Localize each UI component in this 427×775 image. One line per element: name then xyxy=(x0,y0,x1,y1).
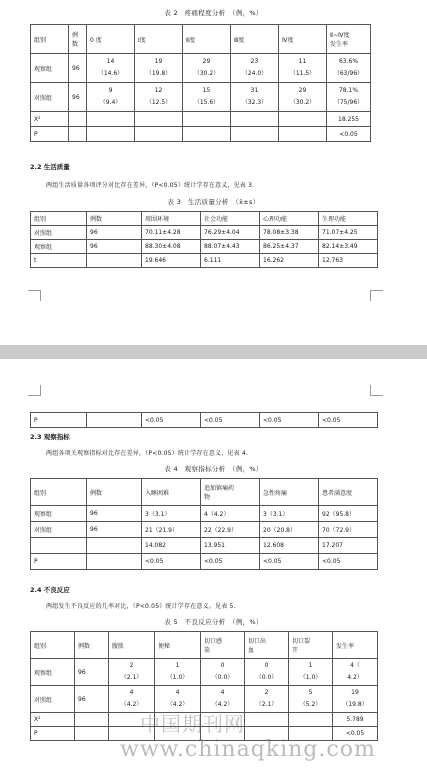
row-group-label: 观察组 xyxy=(31,54,69,83)
margin-corner-left xyxy=(28,290,41,301)
row-group-label: X² xyxy=(31,713,75,727)
column-header: 0 度 xyxy=(87,25,135,54)
row-count xyxy=(69,127,87,142)
table-row xyxy=(31,226,378,240)
table-cell: 82.14±3.49 xyxy=(319,240,378,254)
table-row xyxy=(31,522,378,538)
table-cell: 70.11±4.28 xyxy=(142,226,201,240)
table-cell: 6.111 xyxy=(201,254,260,268)
table4-carry-row xyxy=(30,412,378,428)
table-cell: 88.07±4.43 xyxy=(201,240,260,254)
table-row xyxy=(31,54,371,83)
row-group-label: 对照组 xyxy=(31,686,75,713)
table-cell xyxy=(87,538,142,554)
table-cell: 96 xyxy=(87,506,142,522)
column-header: 入睡困难 xyxy=(142,479,201,506)
table-cell xyxy=(183,112,231,127)
column-header: 腹胀 xyxy=(109,632,155,659)
row-count xyxy=(75,727,109,741)
table-cell: 96 xyxy=(87,226,142,240)
table-cell: 12.763 xyxy=(319,254,378,268)
table-cell: 9 （9.4） xyxy=(87,83,135,112)
column-header: 组别 xyxy=(31,25,69,54)
table-cell xyxy=(87,413,142,428)
column-header: 例 数 xyxy=(69,25,87,54)
column-header: Ⅱ度 xyxy=(183,25,231,54)
row-group-label: P xyxy=(31,127,69,142)
table-cell: 观察组 xyxy=(31,240,87,254)
table-cell: <0.05 xyxy=(319,413,378,428)
table-cell xyxy=(279,112,327,127)
table-cell: 19.646 xyxy=(142,254,201,268)
table-cell: 22（22.9） xyxy=(201,522,260,538)
table-cell: 12.608 xyxy=(260,538,319,554)
column-header: 心理功能 xyxy=(260,212,319,226)
table-cell: 12 （12.5） xyxy=(135,83,183,112)
table-cell: 3（3.1） xyxy=(260,506,319,522)
table-cell: 观察组 xyxy=(31,506,87,522)
table-cell: 96 xyxy=(87,522,142,538)
table-cell: 4 （4.2） xyxy=(109,686,155,713)
table-cell: 88.30±4.08 xyxy=(142,240,201,254)
table-cell: 29 （30.2） xyxy=(183,54,231,83)
table-cell: <0.05 xyxy=(142,413,201,428)
table-cell: 18.255 xyxy=(327,112,371,127)
table-cell: 63.6% （63/96） xyxy=(327,54,371,83)
table-cell: 0 （0.0） xyxy=(245,659,289,686)
table-cell: 29 （30.2） xyxy=(279,83,327,112)
row-count: 96 xyxy=(75,686,109,713)
row-group-label: 对照组 xyxy=(31,83,69,112)
table-cell: 4（ 4.2） xyxy=(333,659,378,686)
column-header: 发生率 xyxy=(333,632,378,659)
watermark-url: www.chinaqking.com xyxy=(120,737,376,762)
table-cell: 16.262 xyxy=(260,254,319,268)
table4-caption: 表 4 观察指标分析 （例，%） xyxy=(164,465,263,473)
table-cell: 14 （14.6） xyxy=(87,54,135,83)
column-header: 切口裂 开 xyxy=(289,632,333,659)
table-row xyxy=(31,254,378,268)
table-cell: 21（21.9） xyxy=(142,522,201,538)
table-cell: 78.1% （75/96） xyxy=(327,83,371,112)
table-cell: 4（4.2） xyxy=(201,506,260,522)
table-cell: 19 （19.8） xyxy=(333,686,378,713)
margin-corner-right-bottom xyxy=(370,385,383,396)
table-cell xyxy=(87,127,135,142)
row-group-label: X² xyxy=(31,112,69,127)
table-cell: 对照组 xyxy=(31,522,87,538)
table2-caption: 表 2 疼痛程度分析 （例，%） xyxy=(164,9,263,17)
column-header: Ⅰ度 xyxy=(135,25,183,54)
table-cell: 对照组 xyxy=(31,226,87,240)
margin-corner-left-bottom xyxy=(28,385,41,396)
table-cell xyxy=(245,713,289,727)
table-cell: 11 （11.5） xyxy=(279,54,327,83)
column-header: 组别 xyxy=(31,632,75,659)
column-header: 便秘 xyxy=(155,632,201,659)
row-count: 96 xyxy=(69,54,87,83)
table-row xyxy=(31,413,378,428)
table-cell: 76.29±4.04 xyxy=(201,226,260,240)
document-page-bottom xyxy=(0,385,427,775)
table-cell: 2 （2.1） xyxy=(109,659,155,686)
table4 xyxy=(30,478,378,570)
column-header: 患者满意度 xyxy=(319,479,378,506)
table-cell: 15 （15.6） xyxy=(183,83,231,112)
table-cell xyxy=(87,554,142,570)
column-header: 切口感 染 xyxy=(201,632,245,659)
table-cell: 5 （5.2） xyxy=(289,686,333,713)
table-row xyxy=(31,83,371,112)
table-cell xyxy=(87,254,142,268)
table-cell: 31 （32.3） xyxy=(231,83,279,112)
table-cell: 3（3.1） xyxy=(142,506,201,522)
column-header: 生理功能 xyxy=(319,212,378,226)
column-header: 例数 xyxy=(87,479,142,506)
table-cell: 1 （1.0） xyxy=(289,659,333,686)
row-count: 96 xyxy=(69,83,87,112)
table-row xyxy=(31,112,371,127)
section-2-4-text: 两组发生不良反应的几率对比，（P<0.05）统计学存在意义。见表 5. xyxy=(46,603,236,610)
table-cell: P xyxy=(31,554,87,570)
table-cell xyxy=(279,127,327,142)
table-cell: 1 （1.0） xyxy=(155,659,201,686)
table-cell: P xyxy=(31,413,87,428)
table-cell: 19 （19.8） xyxy=(135,54,183,83)
column-header: Ⅳ度 xyxy=(279,25,327,54)
table-cell: <0.05 xyxy=(260,413,319,428)
table-cell xyxy=(183,127,231,142)
table-cell: <0.05 xyxy=(333,727,378,741)
column-header: 周围环境 xyxy=(142,212,201,226)
table-cell xyxy=(231,112,279,127)
table-row xyxy=(31,240,378,254)
section-2-2-text: 两组生活质量各项评分对比存在差异，（P<0.05）统计学存在意义，见表 3. xyxy=(46,182,255,189)
column-header: Ⅲ度 xyxy=(231,25,279,54)
table-cell: 20（20.8） xyxy=(260,522,319,538)
table-header-row xyxy=(31,632,378,659)
table3-caption: 表 3 生活质量分析 （x̄±s） xyxy=(167,198,260,206)
table-cell: 4 （4.2） xyxy=(155,686,201,713)
column-header: 追加镇痛药 物 xyxy=(201,479,260,506)
column-header: 组别 xyxy=(31,479,87,506)
table-cell xyxy=(87,112,135,127)
table-cell: 96 xyxy=(87,240,142,254)
section-2-2-heading: 2.2 生活质量 xyxy=(30,163,70,171)
row-count xyxy=(75,713,109,727)
table-row xyxy=(31,506,378,522)
table-cell: 2 （2.1） xyxy=(245,686,289,713)
row-count: 96 xyxy=(75,659,109,686)
column-header: 组别 xyxy=(31,212,87,226)
section-2-3-text: 两组各项关观察指标对比存在差异，（P<0.05）统计学存在意义，见表 4. xyxy=(46,450,249,457)
row-group-label: P xyxy=(31,727,75,741)
row-count xyxy=(69,112,87,127)
section-2-3-heading: 2.3 观察指标 xyxy=(30,433,70,441)
table-cell: <0.05 xyxy=(327,127,371,142)
table-cell: 23 （24.0） xyxy=(231,54,279,83)
table-header-row xyxy=(31,25,371,54)
table-cell: 92（95.8） xyxy=(319,506,378,522)
table-cell: 70（72.9） xyxy=(319,522,378,538)
table-cell: 13.951 xyxy=(201,538,260,554)
table-cell: t xyxy=(31,254,87,268)
table5-caption: 表 5 不良反应分析 （例，%） xyxy=(164,618,263,626)
table-cell xyxy=(289,713,333,727)
column-header: 急性疼痛 xyxy=(260,479,319,506)
table-cell: 71.07±4.25 xyxy=(319,226,378,240)
table-cell: 4 （4.2） xyxy=(201,686,245,713)
table-cell: <0.05 xyxy=(201,554,260,570)
table-row xyxy=(31,127,371,142)
watermark-cn: 中国期刊网 xyxy=(140,712,245,736)
table-cell: <0.05 xyxy=(260,554,319,570)
column-header: 例数 xyxy=(87,212,142,226)
table-cell xyxy=(231,127,279,142)
table-cell xyxy=(135,112,183,127)
column-header: Ⅱ~Ⅳ度 发生率 xyxy=(327,25,371,54)
table-cell: <0.05 xyxy=(201,413,260,428)
section-2-4-heading: 2.4 不良反应 xyxy=(30,586,70,594)
table-cell: 78.08±3.38 xyxy=(260,226,319,240)
column-header: 社会功能 xyxy=(201,212,260,226)
table-cell: 5.789 xyxy=(333,713,378,727)
table-row xyxy=(31,659,378,686)
table-header-row xyxy=(31,212,378,226)
table-cell: <0.05 xyxy=(142,554,201,570)
table-cell: 0 （0.0） xyxy=(201,659,245,686)
table3 xyxy=(30,211,378,268)
margin-corner-right xyxy=(370,290,383,301)
table-row xyxy=(31,538,378,554)
table-cell: 86.25±4.37 xyxy=(260,240,319,254)
table-cell: <0.05 xyxy=(319,554,378,570)
table-cell xyxy=(135,127,183,142)
document-page-top xyxy=(0,0,427,310)
table-cell xyxy=(31,538,87,554)
table-cell: 14.082 xyxy=(142,538,201,554)
row-group-label: 观察组 xyxy=(31,659,75,686)
table-header-row xyxy=(31,479,378,506)
table-row xyxy=(31,554,378,570)
column-header: 切口出 血 xyxy=(245,632,289,659)
column-header: 例数 xyxy=(75,632,109,659)
table2 xyxy=(30,24,371,142)
table-cell: 17.207 xyxy=(319,538,378,554)
page-gap xyxy=(0,345,427,359)
